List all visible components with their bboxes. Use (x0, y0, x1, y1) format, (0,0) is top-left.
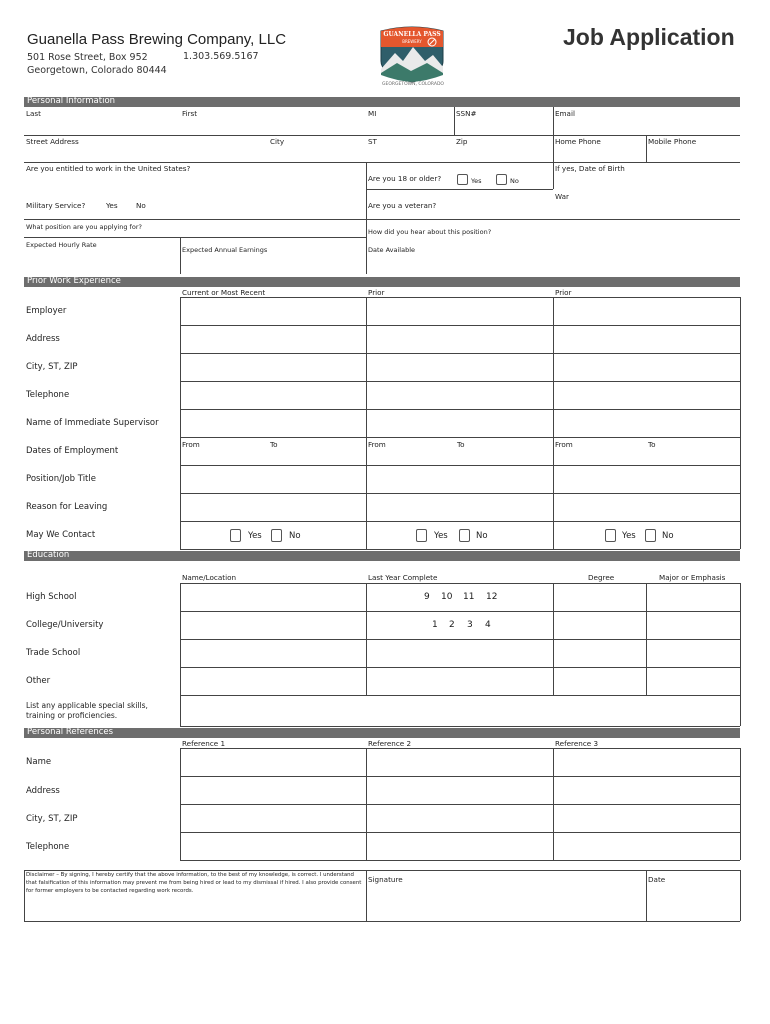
label-last: Last (26, 109, 41, 118)
divider (740, 748, 741, 860)
ref-row-address: Address (26, 786, 60, 796)
label-mobile-phone: Mobile Phone (648, 137, 697, 146)
hs-year-9[interactable]: 9 (424, 592, 430, 602)
work-row-address: Address (26, 334, 60, 344)
label-street: Street Address (26, 137, 79, 146)
disclaimer-text: Disclaimer – By signing, I hereby certify that the above information, to the best of my knowledge, is correct. I understand that falsification of this information may prevent me from being hired or lead to my dismissal if hired. I also provide consent for former employers to be contacted regarding work records. (26, 872, 362, 894)
brewery-logo (377, 25, 447, 83)
label-hourly: Expected Hourly Rate (26, 241, 97, 249)
contact-no-checkbox-1[interactable] (271, 529, 282, 542)
hs-year-11[interactable]: 11 (463, 592, 475, 602)
divider (646, 583, 647, 695)
rule (180, 465, 740, 466)
contact-no-label: No (289, 531, 301, 541)
divider (180, 583, 181, 726)
rule (180, 832, 740, 833)
label-home-phone: Home Phone (555, 137, 601, 146)
ref-col-1: Reference 1 (182, 739, 226, 748)
section-bar-references (24, 728, 740, 738)
hs-year-10[interactable]: 10 (441, 592, 453, 602)
contact-yes-checkbox-1[interactable] (230, 529, 241, 542)
rule (24, 921, 740, 922)
rule (24, 219, 740, 220)
work-row-telephone: Telephone (26, 390, 70, 400)
ref-col-2: Reference 2 (368, 739, 412, 748)
work-row-city: City, ST, ZIP (26, 362, 78, 372)
rule (180, 493, 740, 494)
label-zip: Zip (456, 137, 468, 146)
label-to: To (648, 440, 656, 449)
divider (366, 583, 367, 695)
label-heard: How did you hear about this position? (368, 228, 492, 236)
contact-no-checkbox-2[interactable] (459, 529, 470, 542)
section-bar-education (24, 551, 740, 561)
rule (366, 189, 553, 190)
age18-no-checkbox[interactable] (496, 174, 507, 185)
college-year-2[interactable]: 2 (449, 620, 455, 630)
edu-row-highschool: High School (26, 592, 77, 602)
edu-col-year: Last Year Complete (368, 573, 438, 582)
section-title: Education (27, 550, 70, 560)
contact-yes-label: Yes (622, 531, 636, 541)
contact-yes-label: Yes (248, 531, 262, 541)
label-yes: Yes (471, 177, 482, 185)
rule (180, 804, 740, 805)
edu-skills-line2: training or proficiencies. (26, 711, 118, 720)
section-bar-work (24, 277, 740, 287)
edu-row-other: Other (26, 676, 51, 686)
rule (180, 748, 740, 749)
section-title: Personal Information (27, 96, 116, 106)
divider (646, 135, 647, 162)
divider (740, 297, 741, 549)
divider (553, 297, 554, 549)
label-military: Military Service? (26, 201, 86, 210)
military-yes[interactable]: Yes (106, 201, 118, 210)
work-row-reason: Reason for Leaving (26, 502, 108, 512)
label-dob: If yes, Date of Birth (555, 164, 625, 173)
rule (180, 583, 740, 584)
rule (180, 726, 740, 727)
label-to: To (457, 440, 465, 449)
section-title: Personal References (27, 727, 114, 737)
divider (180, 748, 181, 860)
rule (180, 695, 740, 696)
divider (646, 870, 647, 921)
rule (180, 353, 740, 354)
address-line-1: 501 Rose Street, Box 952 (27, 52, 148, 63)
company-name: Guanella Pass Brewing Company, LLC (27, 31, 287, 48)
rule (180, 776, 740, 777)
divider (553, 162, 554, 189)
work-row-contact: May We Contact (26, 530, 96, 540)
divider (553, 135, 554, 162)
rule (24, 135, 740, 136)
ref-row-city: City, ST, ZIP (26, 814, 78, 824)
college-year-4[interactable]: 4 (485, 620, 491, 630)
rule (180, 667, 740, 668)
work-row-supervisor: Name of Immediate Supervisor (26, 418, 159, 428)
rule (180, 611, 740, 612)
divider (366, 748, 367, 860)
divider (180, 237, 181, 274)
college-year-3[interactable]: 3 (467, 620, 473, 630)
logo-text-2: BREWERY (402, 39, 422, 44)
hs-year-12[interactable]: 12 (486, 592, 498, 602)
label-signature: Signature (368, 875, 403, 884)
edu-col-major: Major or Emphasis (659, 573, 726, 582)
label-position: What position are you applying for? (26, 223, 142, 231)
divider (740, 583, 741, 726)
divider (180, 297, 181, 549)
label-age18: Are you 18 or older? (368, 174, 442, 183)
rule (24, 162, 740, 163)
divider (553, 107, 554, 135)
edu-col-degree: Degree (588, 573, 615, 582)
contact-no-label: No (476, 531, 488, 541)
label-from: From (182, 440, 200, 449)
rule (180, 325, 740, 326)
ref-row-name: Name (26, 757, 52, 767)
work-row-dates: Dates of Employment (26, 446, 119, 456)
label-entitled: Are you entitled to work in the United States? (26, 164, 191, 173)
ref-row-telephone: Telephone (26, 842, 70, 852)
military-no[interactable]: No (136, 201, 146, 210)
label-st: ST (368, 137, 377, 146)
logo-caption: GEORGETOWN, COLORADO (382, 82, 444, 87)
college-year-1[interactable]: 1 (432, 620, 438, 630)
rule (180, 437, 740, 438)
work-col-1: Current or Most Recent (182, 288, 266, 297)
label-war: War (555, 192, 570, 201)
label-date: Date (648, 875, 666, 884)
signature-field[interactable] (368, 890, 642, 918)
edu-skills-line1: List any applicable special skills, (26, 701, 148, 710)
rule (180, 381, 740, 382)
company-phone: 1.303.569.5167 (183, 51, 259, 62)
logo-text-1: GUANELLA PASS (383, 31, 441, 38)
page-title: Job Application (563, 24, 735, 50)
divider (553, 748, 554, 860)
rule (24, 237, 366, 238)
company-address (27, 51, 167, 77)
label-from: From (368, 440, 386, 449)
label-first: First (182, 109, 198, 118)
contact-no-checkbox-3[interactable] (645, 529, 656, 542)
work-row-position: Position/Job Title (26, 474, 96, 484)
date-field[interactable] (648, 890, 736, 918)
rule (24, 870, 740, 871)
divider (553, 583, 554, 695)
label-veteran: Are you a veteran? (368, 201, 437, 210)
divider (366, 870, 367, 921)
age18-yes-checkbox[interactable] (457, 174, 468, 185)
edu-row-college: College/University (26, 620, 104, 630)
label-from: From (555, 440, 573, 449)
label-annual: Expected Annual Earnings (182, 246, 268, 254)
contact-yes-checkbox-2[interactable] (416, 529, 427, 542)
ref-col-3: Reference 3 (555, 739, 599, 748)
label-city: City (270, 137, 285, 146)
label-to: To (270, 440, 278, 449)
label-date-available: Date Available (368, 246, 416, 254)
label-no: No (510, 177, 519, 185)
divider (740, 870, 741, 921)
contact-yes-checkbox-3[interactable] (605, 529, 616, 542)
rule (180, 521, 740, 522)
work-col-2: Prior (368, 288, 385, 297)
divider (24, 870, 25, 921)
work-col-3: Prior (555, 288, 572, 297)
label-ssn: SSN# (456, 109, 477, 118)
rule (180, 639, 740, 640)
divider (366, 297, 367, 549)
edu-row-trade: Trade School (26, 648, 81, 658)
work-row-employer: Employer (26, 306, 67, 316)
contact-yes-label: Yes (434, 531, 448, 541)
divider (454, 107, 455, 135)
label-mi: MI (368, 109, 377, 118)
section-bar-personal (24, 97, 740, 107)
rule (180, 549, 740, 550)
section-title: Prior Work Experience (27, 276, 121, 286)
contact-no-label: No (662, 531, 674, 541)
rule (180, 860, 740, 861)
edu-col-name: Name/Location (182, 573, 237, 582)
rule (180, 409, 740, 410)
divider (366, 162, 367, 274)
address-line-2: Georgetown, Colorado 80444 (27, 65, 167, 76)
label-email: Email (555, 109, 575, 118)
rule (180, 297, 740, 298)
